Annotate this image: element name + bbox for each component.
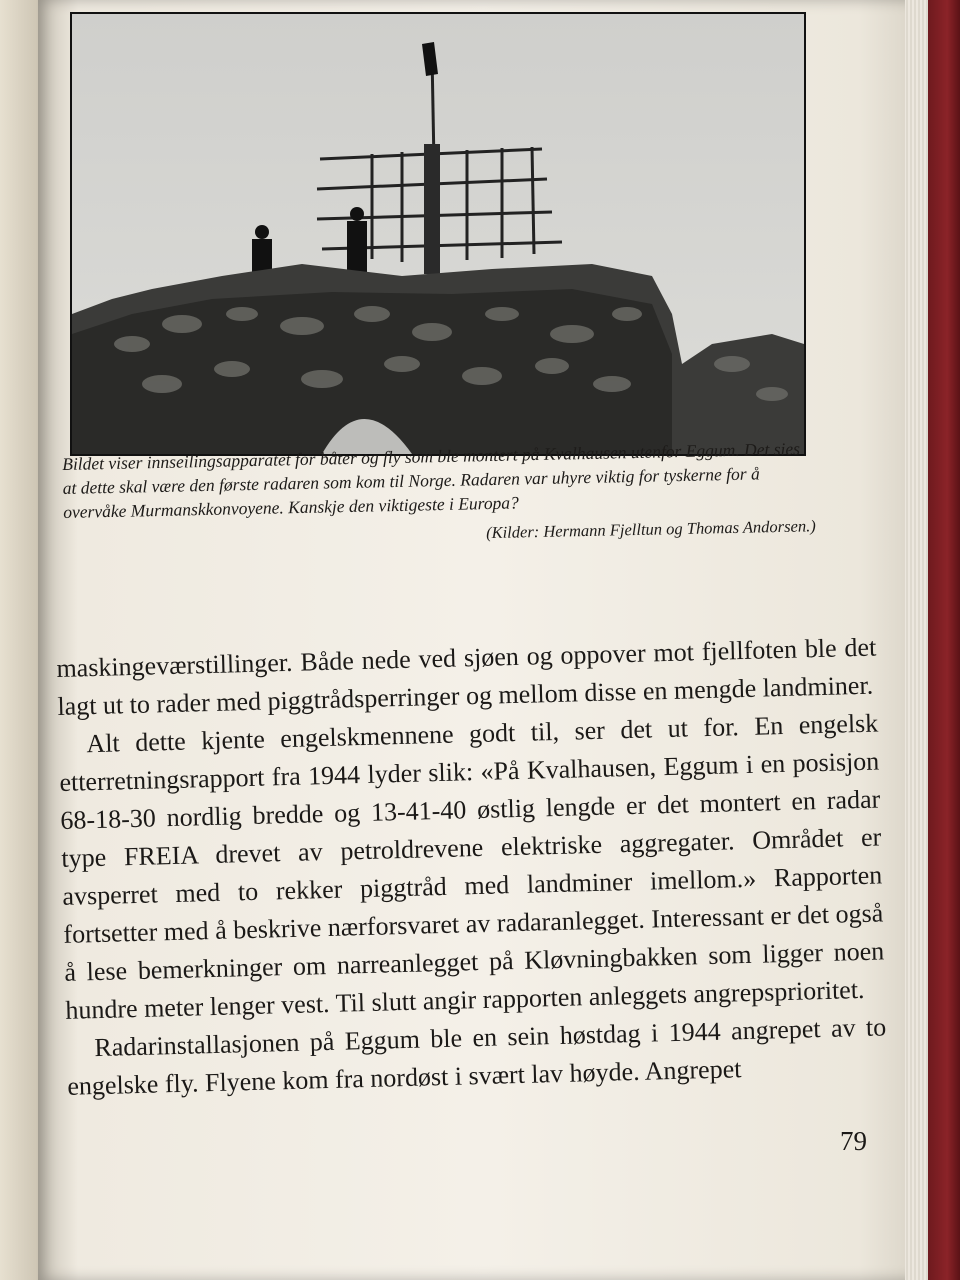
radar-photograph xyxy=(70,12,806,456)
body-text xyxy=(56,629,888,1106)
paragraph: Alt dette kjente engelskmennene godt til, ser det ut for. En engelsk etterretningsrapport fra 1944 lyder slik: «På Kvalhausen, Eggum i en posisjon 68-18-30 nordlig bredde og 13-41-40 østlig lengde er det montert en radar type FREIA drevet av petroldrevene elektriske aggregater. Området er avsperret med to rekker piggtråd med landminer imellom.» Rapporten fortsetter med å beskrive nærforsvaret av radaranlegget. Interessant er det også å lese bemerkninger om narreanlegget på Kløvningbakken som ligger noen hundre meter lenger vest. Til slutt angir rapporten anleggets angrepsprioritet. xyxy=(59,708,885,1025)
caption-text: Bildet viser innseilingsapparatet for båter og fly som ble montert på Kvalhausen utenfor Eggum. Det sies at dette skal være den første radaren som kom til Norge. Radaren var uhyre viktig for tyskerne for å overvåke Murmanskkonvoyene. Kanskje den viktigeste i Europa? xyxy=(62,438,801,522)
book-cover xyxy=(928,0,960,1280)
photo-caption xyxy=(62,436,816,554)
caption-credit: (Kilder: Hermann Fjelltun og Thomas Andorsen.) xyxy=(485,516,816,543)
page-number: 79 xyxy=(840,1126,867,1156)
paragraph: Radarinstallasjonen på Eggum ble en sein høstdag i 1944 angrepet av to engelske fly. Flyene kom fra nordøst i svært lav høyde. Angrepet xyxy=(67,1012,887,1101)
paragraph: maskingeværstillinger. Både nede ved sjøen og oppover mot fjellfoten ble det lagt ut to rader med piggtrådsperringer og mellom disse en mengde landminer. xyxy=(56,632,877,721)
